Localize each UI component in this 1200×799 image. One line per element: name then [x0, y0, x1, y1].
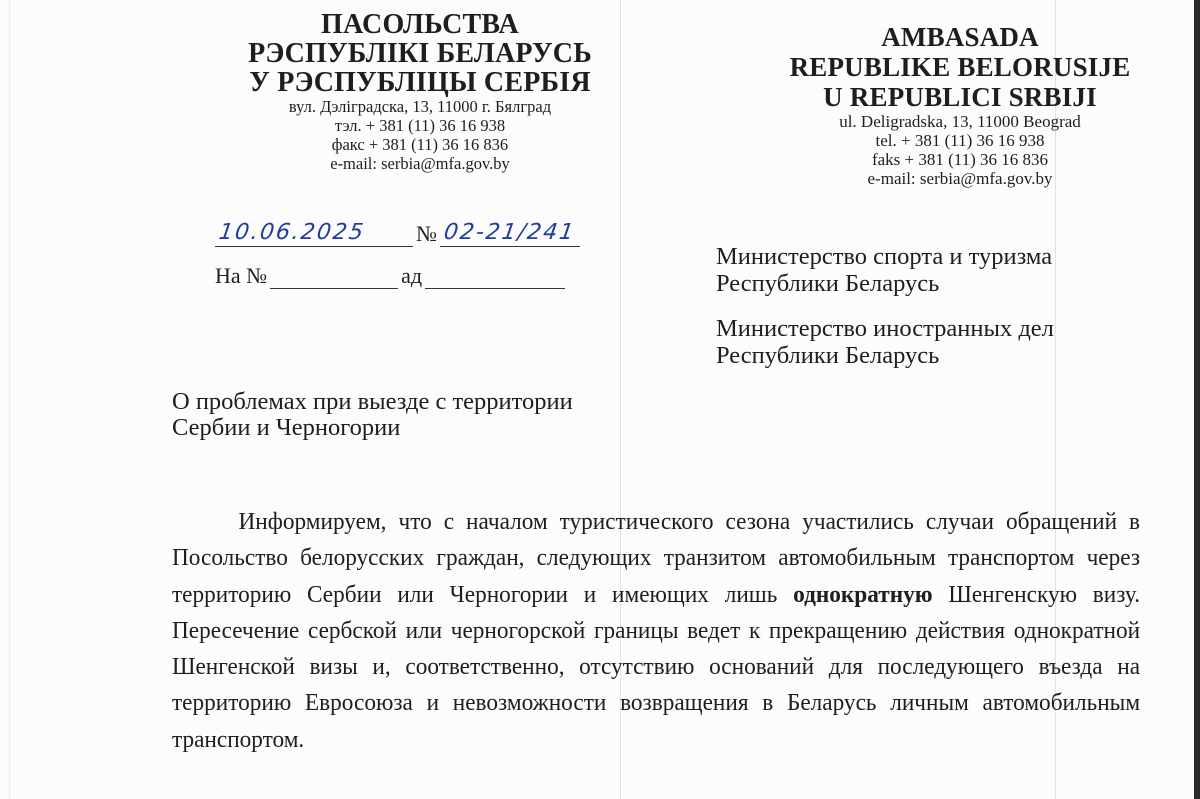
handwritten-date: 10.06.2025	[217, 220, 367, 245]
letterhead-address: ul. Deligradska, 13, 11000 Beograd	[839, 112, 1081, 131]
emphasized-word: однократную	[793, 580, 933, 608]
letterhead-address: вул. Дэліградска, 13, 11000 г. Бялград	[288, 97, 552, 116]
date-field	[215, 218, 413, 247]
body-text-span: Информируем, что с началом туристического сезона участились случаи обращений в Посольство белорусских граждан, следующих транзитом автомобильным транспортом через территорию Сербии или Черногории и имеющих лишь	[172, 508, 1141, 608]
letter-body	[172, 504, 1140, 758]
letterhead-phone: tel. + 381 (11) 36 16 938	[875, 131, 1045, 150]
number-label: №	[416, 221, 437, 246]
letterhead-belarusian	[240, 10, 600, 173]
from-label: ад	[401, 263, 423, 288]
scan-margin-line	[9, 0, 10, 799]
registration-block	[215, 205, 615, 289]
letterhead-fax: факс + 381 (11) 36 16 836	[331, 135, 509, 154]
outgoing-registration-row	[215, 205, 615, 247]
letterhead-title-line: ПАСОЛЬСТВА	[321, 9, 519, 40]
letter-subject	[172, 389, 573, 441]
number-field	[440, 218, 580, 247]
letterhead-title-line: REPUBLIKE BELORUSIJE	[789, 52, 1131, 82]
letterhead-email: e-mail: serbia@mfa.gov.by	[330, 154, 510, 173]
reply-label: На №	[215, 263, 268, 288]
body-paragraph	[172, 504, 1140, 758]
subject-line: О проблемах при выезде с территории	[172, 388, 573, 415]
from-date-field	[425, 260, 565, 289]
letterhead-email: e-mail: serbia@mfa.gov.by	[867, 169, 1053, 188]
addressee-sport-ministry	[716, 243, 1052, 297]
letterhead-title-line: РЭСПУБЛІКІ БЕЛАРУСЬ	[248, 38, 592, 69]
addressee-line: Республики Беларусь	[716, 342, 940, 369]
subject-line: Сербии и Черногории	[172, 414, 401, 441]
letterhead-title-line: U REPUBLICI SRBIJI	[823, 82, 1097, 112]
handwritten-number: 02-21/241	[442, 220, 578, 245]
letterhead-serbian	[770, 22, 1150, 188]
letterhead-fax: faks + 381 (11) 36 16 836	[871, 150, 1049, 169]
body-text-span: Шенгенскую визу. Пересечение сербской или черногорской границы ведет к прекращению действия однократной Шенгенской визы и, соответственно, отсутствию оснований для последующего въезда на территорию Евросоюза и невозможности возвращения в Беларусь личным автомобильным транспортом.	[172, 580, 1141, 753]
scan-edge	[1194, 0, 1200, 799]
letterhead-title-line: AMBASADA	[881, 22, 1039, 52]
addressee-line: Министерство спорта и туризма	[716, 243, 1053, 270]
addressee-line: Министерство иностранных дел	[716, 315, 1054, 342]
reply-reference-row	[215, 247, 615, 289]
letterhead-title-line: У РЭСПУБЛІЦЫ СЕРБІЯ	[249, 67, 591, 98]
addressee-foreign-ministry	[716, 315, 1054, 369]
addressee-line: Республики Беларусь	[716, 270, 940, 297]
reply-number-field	[270, 260, 398, 289]
letterhead-phone: тэл. + 381 (11) 36 16 938	[334, 116, 506, 135]
